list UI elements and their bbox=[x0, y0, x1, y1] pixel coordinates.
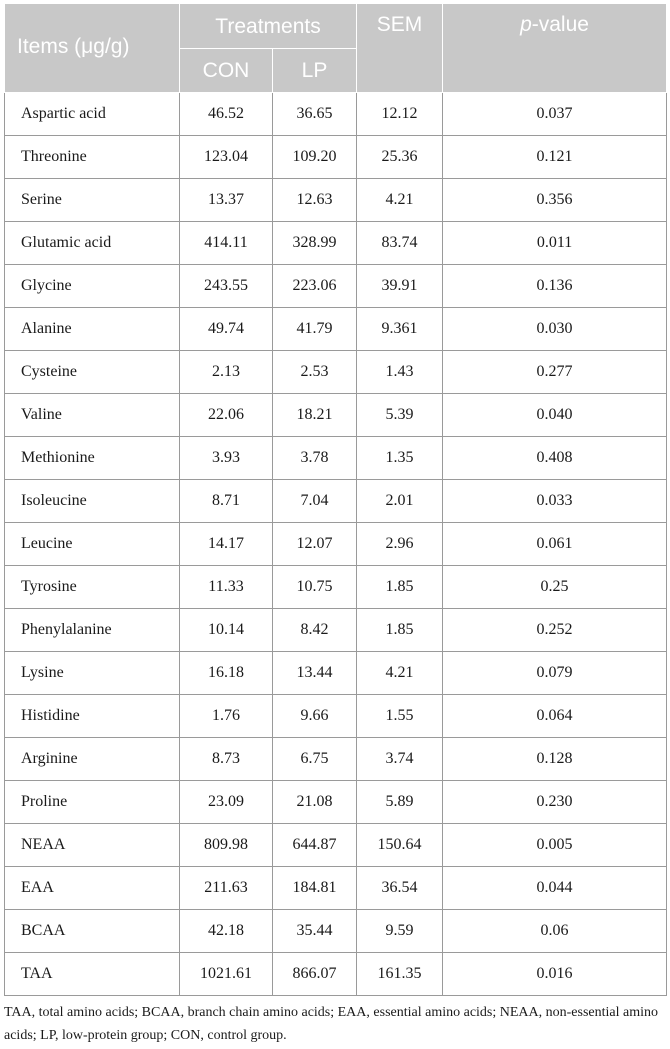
lp-cell: 13.44 bbox=[273, 652, 357, 695]
item-cell: Lysine bbox=[5, 652, 180, 695]
p-value-cell: 0.011 bbox=[443, 222, 667, 265]
lp-cell: 7.04 bbox=[273, 480, 357, 523]
item-cell: Aspartic acid bbox=[5, 93, 180, 136]
p-value-cell: 0.06 bbox=[443, 910, 667, 953]
table-header bbox=[5, 4, 667, 93]
con-cell: 8.73 bbox=[180, 738, 273, 781]
p-value-cell: 0.136 bbox=[443, 265, 667, 308]
item-cell: Phenylalanine bbox=[5, 609, 180, 652]
sem-cell: 9.361 bbox=[357, 308, 443, 351]
item-cell: Proline bbox=[5, 781, 180, 824]
p-value-cell: 0.230 bbox=[443, 781, 667, 824]
table-row bbox=[5, 652, 667, 695]
p-value-cell: 0.277 bbox=[443, 351, 667, 394]
item-cell: BCAA bbox=[5, 910, 180, 953]
con-cell: 1.76 bbox=[180, 695, 273, 738]
p-value-cell: 0.356 bbox=[443, 179, 667, 222]
item-cell: TAA bbox=[5, 953, 180, 996]
lp-cell: 6.75 bbox=[273, 738, 357, 781]
sem-cell: 36.54 bbox=[357, 867, 443, 910]
item-cell: Valine bbox=[5, 394, 180, 437]
sem-cell: 2.96 bbox=[357, 523, 443, 566]
sem-cell: 1.43 bbox=[357, 351, 443, 394]
lp-cell: 41.79 bbox=[273, 308, 357, 351]
lp-cell: 328.99 bbox=[273, 222, 357, 265]
table-row bbox=[5, 179, 667, 222]
sem-cell: 9.59 bbox=[357, 910, 443, 953]
con-cell: 49.74 bbox=[180, 308, 273, 351]
header-lp: LP bbox=[273, 49, 357, 93]
p-value-cell: 0.005 bbox=[443, 824, 667, 867]
sem-cell: 1.55 bbox=[357, 695, 443, 738]
sem-cell: 3.74 bbox=[357, 738, 443, 781]
lp-cell: 12.07 bbox=[273, 523, 357, 566]
con-cell: 10.14 bbox=[180, 609, 273, 652]
con-cell: 23.09 bbox=[180, 781, 273, 824]
sem-cell: 150.64 bbox=[357, 824, 443, 867]
con-cell: 1021.61 bbox=[180, 953, 273, 996]
lp-cell: 36.65 bbox=[273, 93, 357, 136]
sem-cell: 2.01 bbox=[357, 480, 443, 523]
lp-cell: 184.81 bbox=[273, 867, 357, 910]
con-cell: 2.13 bbox=[180, 351, 273, 394]
con-cell: 211.63 bbox=[180, 867, 273, 910]
header-sem: SEM bbox=[357, 4, 443, 93]
header-p-value bbox=[443, 4, 667, 93]
con-cell: 46.52 bbox=[180, 93, 273, 136]
item-cell: Arginine bbox=[5, 738, 180, 781]
con-cell: 42.18 bbox=[180, 910, 273, 953]
table-row bbox=[5, 480, 667, 523]
p-value-cell: 0.037 bbox=[443, 93, 667, 136]
lp-cell: 18.21 bbox=[273, 394, 357, 437]
header-p-rest: -value bbox=[531, 13, 589, 36]
item-cell: Tyrosine bbox=[5, 566, 180, 609]
p-value-cell: 0.121 bbox=[443, 136, 667, 179]
sem-cell: 4.21 bbox=[357, 652, 443, 695]
lp-cell: 35.44 bbox=[273, 910, 357, 953]
p-value-cell: 0.25 bbox=[443, 566, 667, 609]
header-con: CON bbox=[180, 49, 273, 93]
item-cell: Isoleucine bbox=[5, 480, 180, 523]
lp-cell: 866.07 bbox=[273, 953, 357, 996]
table-row bbox=[5, 609, 667, 652]
p-value-cell: 0.030 bbox=[443, 308, 667, 351]
lp-cell: 109.20 bbox=[273, 136, 357, 179]
sem-cell: 83.74 bbox=[357, 222, 443, 265]
con-cell: 123.04 bbox=[180, 136, 273, 179]
table-row bbox=[5, 910, 667, 953]
item-cell: Alanine bbox=[5, 308, 180, 351]
lp-cell: 12.63 bbox=[273, 179, 357, 222]
con-cell: 243.55 bbox=[180, 265, 273, 308]
sem-cell: 5.39 bbox=[357, 394, 443, 437]
table-row bbox=[5, 738, 667, 781]
con-cell: 3.93 bbox=[180, 437, 273, 480]
item-cell: Threonine bbox=[5, 136, 180, 179]
p-value-cell: 0.061 bbox=[443, 523, 667, 566]
lp-cell: 644.87 bbox=[273, 824, 357, 867]
table-row bbox=[5, 222, 667, 265]
p-value-cell: 0.044 bbox=[443, 867, 667, 910]
con-cell: 11.33 bbox=[180, 566, 273, 609]
lp-cell: 21.08 bbox=[273, 781, 357, 824]
con-cell: 13.37 bbox=[180, 179, 273, 222]
sem-cell: 39.91 bbox=[357, 265, 443, 308]
lp-cell: 10.75 bbox=[273, 566, 357, 609]
sem-cell: 5.89 bbox=[357, 781, 443, 824]
con-cell: 414.11 bbox=[180, 222, 273, 265]
p-value-cell: 0.408 bbox=[443, 437, 667, 480]
table-row bbox=[5, 781, 667, 824]
table-row bbox=[5, 308, 667, 351]
item-cell: NEAA bbox=[5, 824, 180, 867]
sem-cell: 1.85 bbox=[357, 566, 443, 609]
lp-cell: 9.66 bbox=[273, 695, 357, 738]
con-cell: 8.71 bbox=[180, 480, 273, 523]
sem-cell: 25.36 bbox=[357, 136, 443, 179]
item-cell: Glutamic acid bbox=[5, 222, 180, 265]
table-row bbox=[5, 695, 667, 738]
header-items: Items (μg/g) bbox=[5, 4, 180, 93]
item-cell: Leucine bbox=[5, 523, 180, 566]
table-row bbox=[5, 867, 667, 910]
table-row bbox=[5, 136, 667, 179]
amino-acid-table bbox=[4, 3, 667, 996]
item-cell: EAA bbox=[5, 867, 180, 910]
item-cell: Serine bbox=[5, 179, 180, 222]
table-row bbox=[5, 566, 667, 609]
lp-cell: 3.78 bbox=[273, 437, 357, 480]
p-value-cell: 0.064 bbox=[443, 695, 667, 738]
sem-cell: 1.85 bbox=[357, 609, 443, 652]
lp-cell: 8.42 bbox=[273, 609, 357, 652]
table-row bbox=[5, 265, 667, 308]
table-row bbox=[5, 351, 667, 394]
table-row bbox=[5, 437, 667, 480]
table-body bbox=[5, 93, 667, 996]
con-cell: 14.17 bbox=[180, 523, 273, 566]
con-cell: 809.98 bbox=[180, 824, 273, 867]
sem-cell: 1.35 bbox=[357, 437, 443, 480]
con-cell: 16.18 bbox=[180, 652, 273, 695]
header-p-italic: p bbox=[520, 13, 532, 36]
table-row bbox=[5, 394, 667, 437]
item-cell: Glycine bbox=[5, 265, 180, 308]
table-footnote: TAA, total amino acids; BCAA, branch chain amino acids; EAA, essential amino acids; NEAA, non-essential amino acids; LP, low-protein group; CON, control group. bbox=[4, 1005, 659, 1043]
sem-cell: 12.12 bbox=[357, 93, 443, 136]
sem-cell: 4.21 bbox=[357, 179, 443, 222]
table-row bbox=[5, 953, 667, 996]
p-value-cell: 0.252 bbox=[443, 609, 667, 652]
item-cell: Cysteine bbox=[5, 351, 180, 394]
item-cell: Methionine bbox=[5, 437, 180, 480]
table-row bbox=[5, 824, 667, 867]
p-value-cell: 0.079 bbox=[443, 652, 667, 695]
sem-cell: 161.35 bbox=[357, 953, 443, 996]
lp-cell: 223.06 bbox=[273, 265, 357, 308]
table-row bbox=[5, 93, 667, 136]
lp-cell: 2.53 bbox=[273, 351, 357, 394]
p-value-cell: 0.033 bbox=[443, 480, 667, 523]
con-cell: 22.06 bbox=[180, 394, 273, 437]
p-value-cell: 0.128 bbox=[443, 738, 667, 781]
item-cell: Histidine bbox=[5, 695, 180, 738]
p-value-cell: 0.040 bbox=[443, 394, 667, 437]
table-row bbox=[5, 523, 667, 566]
p-value-cell: 0.016 bbox=[443, 953, 667, 996]
header-treatments: Treatments bbox=[180, 4, 357, 49]
